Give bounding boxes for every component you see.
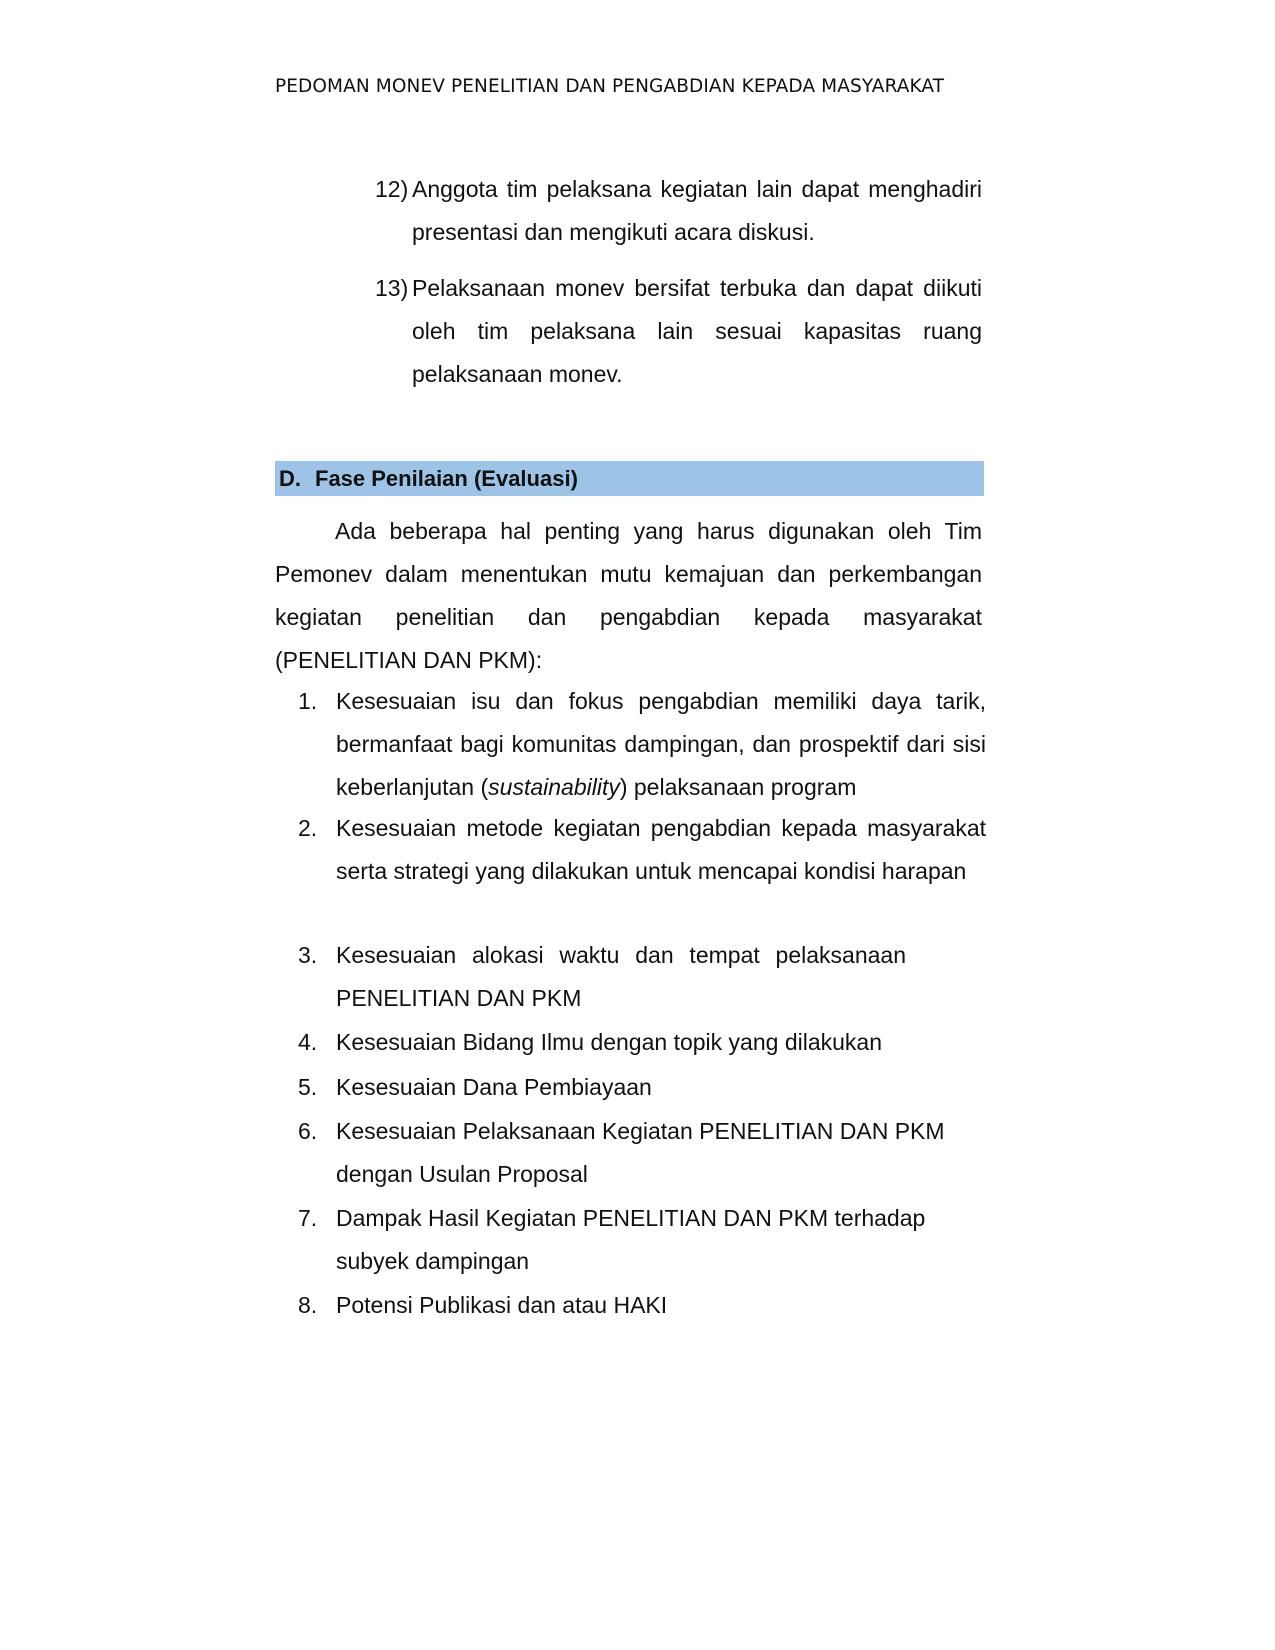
criteria-item-4	[298, 1021, 986, 1064]
criteria-item-text: Kesesuaian Bidang Ilmu dengan topik yang dilakukan	[336, 1029, 882, 1055]
criteria-item-text-italic: sustainability	[488, 774, 620, 800]
section-heading-d	[275, 461, 984, 496]
criteria-item-5	[298, 1066, 986, 1109]
procedure-item-number: 12)	[375, 176, 409, 202]
criteria-item-3	[298, 934, 906, 1020]
criteria-item-text-end: ) pelaksanaan program	[619, 774, 857, 800]
procedure-item-13	[375, 267, 982, 396]
criteria-item-text: Kesesuaian alokasi waktu dan tempat pelaksanaan PENELITIAN DAN PKM	[336, 942, 906, 1011]
criteria-item-text: Kesesuaian metode kegiatan pengabdian kepada masyarakat serta strategi yang dilakukan untuk mencapai kondisi harapan	[336, 815, 986, 884]
criteria-item-6	[298, 1110, 996, 1196]
procedure-item-number: 13)	[375, 275, 409, 301]
criteria-item-7	[298, 1197, 976, 1283]
criteria-item-number: 6.	[298, 1118, 318, 1144]
section-letter: D.	[279, 466, 301, 491]
criteria-item-number: 1.	[298, 688, 318, 714]
section-title: Fase Penilaian (Evaluasi)	[315, 466, 578, 491]
intro-paragraph: Ada beberapa hal penting yang harus digunakan oleh Tim Pemonev dalam menentukan mutu kemajuan dan perkembangan kegiatan penelitian dan pengabdian kepada masyarakat (PENELITIAN DAN PKM):	[275, 518, 982, 673]
criteria-item-8	[298, 1284, 986, 1327]
criteria-item-number: 8.	[298, 1292, 318, 1318]
criteria-item-number: 3.	[298, 942, 318, 968]
criteria-item-1	[298, 680, 986, 809]
criteria-item-text: Dampak Hasil Kegiatan PENELITIAN DAN PKM terhadap subyek dampingan	[336, 1205, 926, 1274]
criteria-item-number: 2.	[298, 815, 318, 841]
criteria-item-text: Potensi Publikasi dan atau HAKI	[336, 1292, 668, 1318]
procedure-item-12	[375, 168, 982, 254]
running-header: PEDOMAN MONEV PENELITIAN DAN PENGABDIAN KEPADA MASYARAKAT	[275, 76, 945, 97]
criteria-item-text: Kesesuaian Pelaksanaan Kegiatan PENELITIAN DAN PKM dengan Usulan Proposal	[336, 1118, 945, 1187]
criteria-item-text: Kesesuaian Dana Pembiayaan	[336, 1074, 652, 1100]
criteria-item-number: 4.	[298, 1029, 318, 1055]
criteria-item-text-start: Kesesuaian isu dan fokus pengabdian memiliki daya tarik, bermanfaat bagi komunitas dampingan, dan prospektif dari sisi keberlanjutan (	[336, 688, 986, 800]
criteria-item-number: 7.	[298, 1205, 318, 1231]
criteria-item-2	[298, 807, 986, 893]
procedure-item-text: Pelaksanaan monev bersifat terbuka dan dapat diikuti oleh tim pelaksana lain sesuai kapasitas ruang pelaksanaan monev.	[412, 275, 982, 387]
criteria-item-number: 5.	[298, 1074, 318, 1100]
procedure-item-text: Anggota tim pelaksana kegiatan lain dapat menghadiri presentasi dan mengikuti acara diskusi.	[412, 176, 982, 245]
